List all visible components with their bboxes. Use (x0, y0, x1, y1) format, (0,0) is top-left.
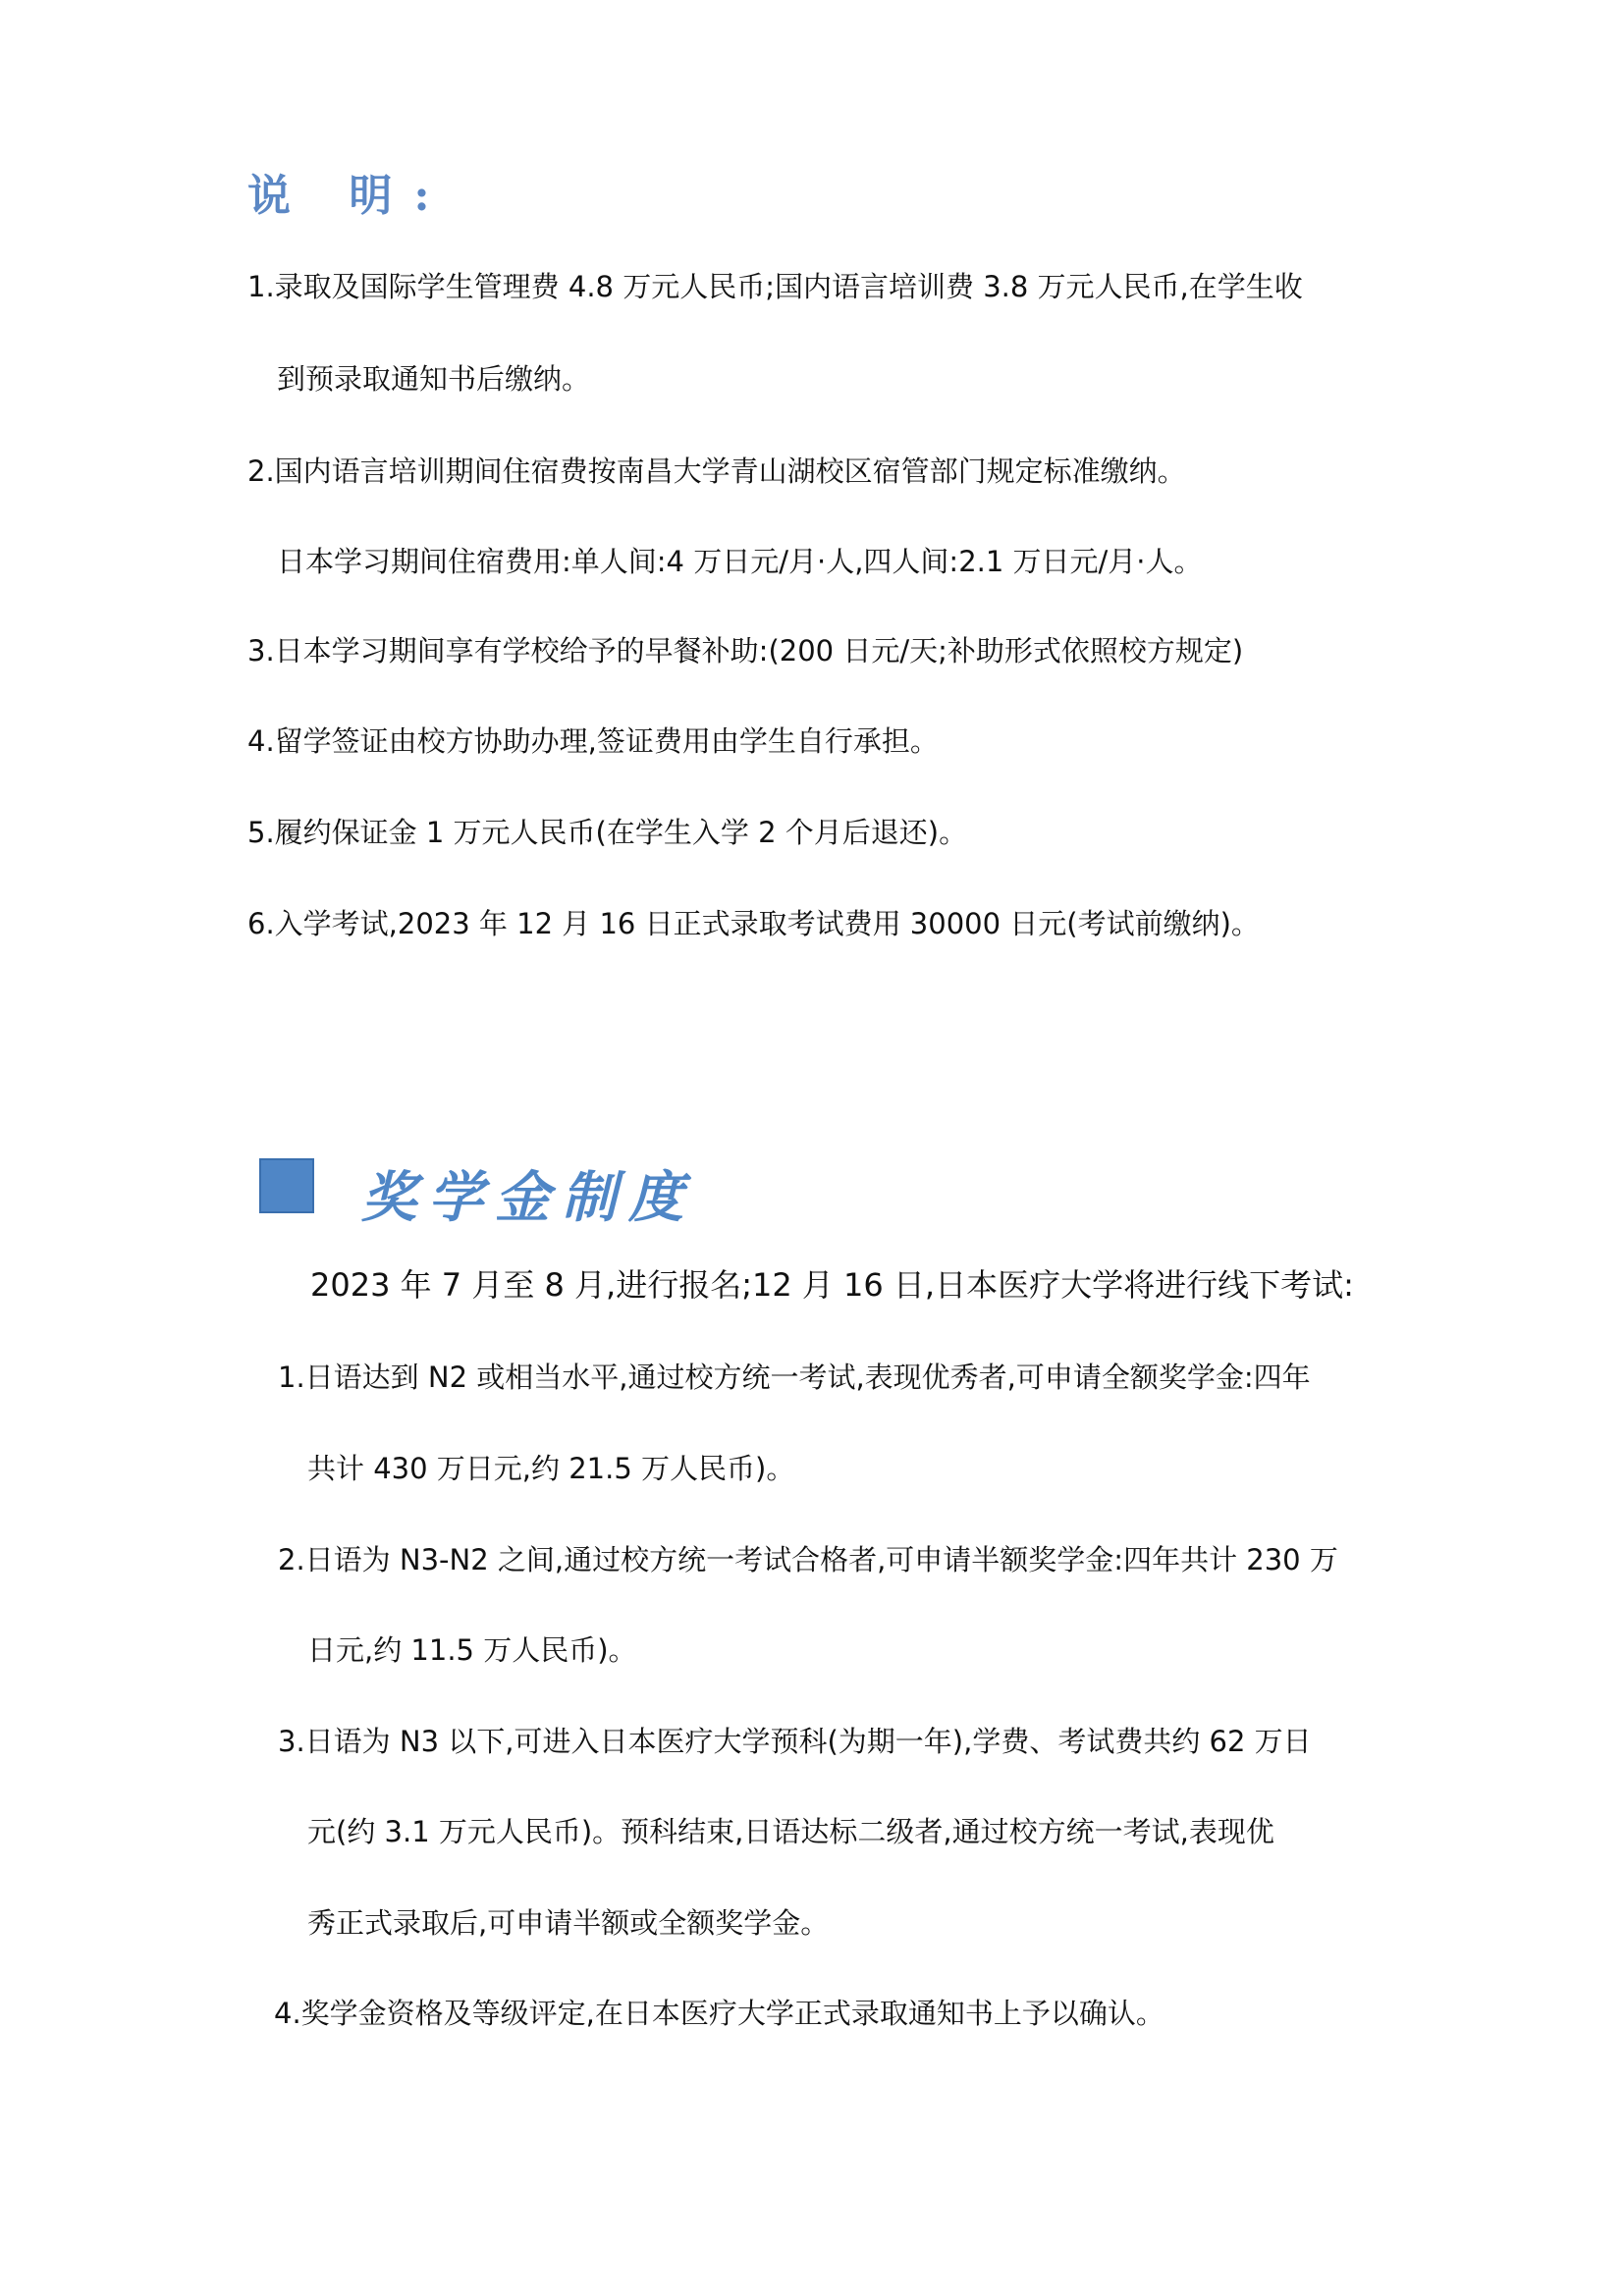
note-item-2-line-2: 日本学习期间住宿费用:单人间:4 万日元/月·人,四人间:2.1 万日元/月·人。 (277, 545, 1203, 578)
scholarship-item-1-line-2: 共计 430 万日元,约 21.5 万人民币)。 (307, 1452, 795, 1485)
scholarship-item-2-line-2: 日元,约 11.5 万人民币)。 (307, 1633, 637, 1667)
scholarship-item-3-line-3: 秀正式录取后,可申请半额或全额奖学金。 (307, 1906, 830, 1940)
scholarship-item-3-line-2: 元(约 3.1 万元人民币)。预科结束,日语达标二级者,通过校方统一考试,表现优 (307, 1815, 1274, 1848)
note-item-1-line-2: 到预录取通知书后缴纳。 (277, 362, 591, 396)
scholarship-item-4: 4.奖学金资格及等级评定,在日本医疗大学正式录取通知书上予以确认。 (274, 1997, 1164, 2030)
scholarship-item-2-line-1: 2.日语为 N3-N2 之间,通过校方统一考试合格者,可申请半额奖学金:四年共计 230 万 (278, 1543, 1338, 1576)
section-title-notes: 说 明: (247, 171, 452, 221)
section-title-scholarship: 奖学金制度 (361, 1165, 695, 1230)
scholarship-intro: 2023 年 7 月至 8 月,进行报名;12 月 16 日,日本医疗大学将进行线下考试: (310, 1266, 1354, 1304)
section-marker-square (259, 1158, 314, 1213)
scholarship-item-3-line-1: 3.日语为 N3 以下,可进入日本医疗大学预科(为期一年),学费、考试费共约 62 万日 (278, 1725, 1312, 1758)
note-item-1-line-1: 1.录取及国际学生管理费 4.8 万元人民币;国内语言培训费 3.8 万元人民币,在学生收 (247, 270, 1303, 303)
note-item-3: 3.日本学习期间享有学校给予的早餐补助:(200 日元/天;补助形式依照校方规定) (247, 634, 1244, 667)
note-item-4: 4.留学签证由校方协助办理,签证费用由学生自行承担。 (247, 724, 939, 758)
note-item-6: 6.入学考试,2023 年 12 月 16 日正式录取考试费用 30000 日元(考试前缴纳)。 (247, 907, 1260, 940)
note-item-5: 5.履约保证金 1 万元人民币(在学生入学 2 个月后退还)。 (247, 816, 968, 849)
scholarship-item-1-line-1: 1.日语达到 N2 或相当水平,通过校方统一考试,表现优秀者,可申请全额奖学金:四年 (278, 1361, 1311, 1394)
note-item-2-line-1: 2.国内语言培训期间住宿费按南昌大学青山湖校区宿管部门规定标准缴纳。 (247, 454, 1186, 488)
